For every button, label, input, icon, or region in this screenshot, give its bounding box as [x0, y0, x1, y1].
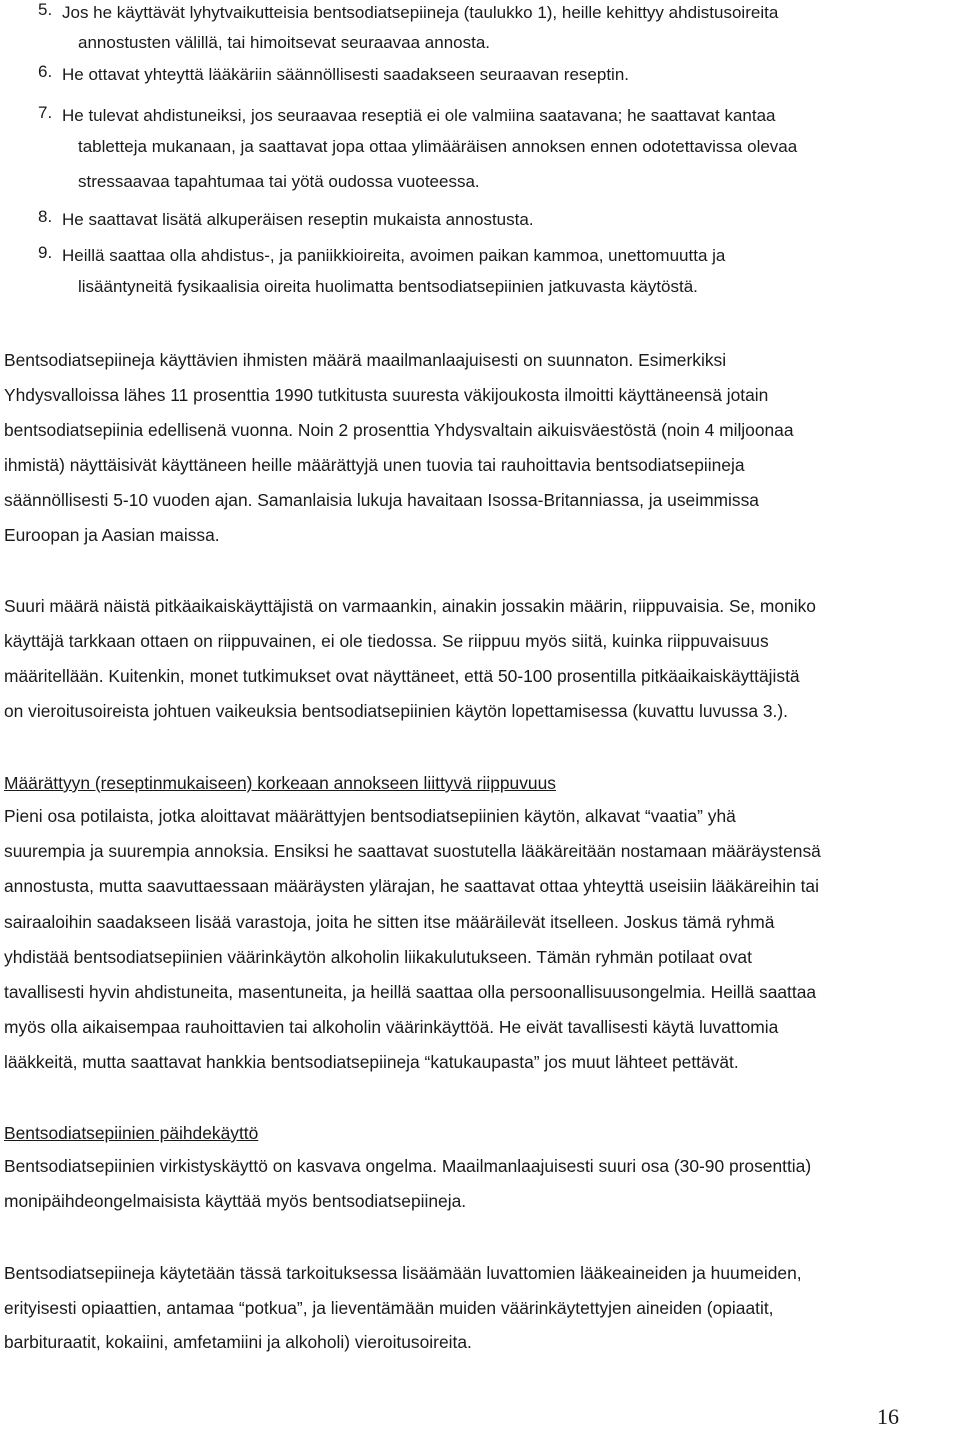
list-number: 7. [38, 103, 53, 122]
paragraph-dependence [4, 589, 956, 729]
list-text-line: lisääntyneitä fysikaalisia oireita huolimatta bentsodiatsepiinien jatkuvasta käytöstä. [78, 277, 698, 296]
list-item-7 [38, 103, 948, 199]
paragraph-recreational-use [4, 1149, 956, 1219]
paragraph-polydrug-use [4, 1256, 956, 1360]
paragraph-line: Euroopan ja Aasian maissa. [4, 525, 220, 545]
paragraph-line: Suuri määrä näistä pitkäaikaiskäyttäjistä on varmaankin, ainakin jossakin määrin, riippuvaisia. Se, moniko [4, 596, 816, 616]
paragraph-line: monipäihdeongelmaisista käyttää myös bentsodiatsepiineja. [4, 1191, 467, 1211]
list-text-line: stressaavaa tapahtumaa tai yötä oudossa vuoteessa. [78, 172, 480, 191]
list-number: 5. [38, 0, 53, 19]
paragraph-line: yhdistää bentsodiatsepiinien väärinkäytön alkoholin liikakulutukseen. Tämän ryhmän potilaat ovat [4, 946, 752, 967]
list-number: 8. [38, 207, 53, 226]
paragraph-line: Pieni osa potilaista, jotka aloittavat määrättyjen bentsodiatsepiinien käytön, alkavat “vaatia” yhä [4, 806, 736, 826]
paragraph-line: Bentsodiatsepiinien virkistyskäyttö on kasvava ongelma. Maailmanlaajuisesti suuri osa (30-90 prosenttia) [4, 1156, 812, 1176]
paragraph-line: lääkkeitä, mutta saattavat hankkia bentsodiatsepiineja “katukaupasta” jos muut lähteet pettävät. [4, 1052, 739, 1073]
paragraph-line: on vieroitusoireista johtuen vaikeuksia bentsodiatsepiinien käytön lopettamisessa (kuvattu luvussa 3.). [4, 701, 788, 721]
paragraph-line: ihmistä) näyttäisivät käyttäneen heille määrättyjä unen tuovia tai rauhoittavia bentsodiatsepiineja [4, 455, 745, 475]
list-text-line: He tulevat ahdistuneiksi, jos seuraavaa reseptiä ei ole valmiina saatavana; he saattavat kantaa [62, 106, 776, 125]
paragraph-line: erityisesti opiaattien, antamaa “potkua”, ja lieventämään muiden väärinkäytettyjen aineiden (opiaatit, [4, 1297, 774, 1318]
list-item-9 [38, 243, 948, 305]
page-number: 16 [877, 1404, 899, 1429]
list-text-line: He saattavat lisätä alkuperäisen reseptin mukaista annostusta. [62, 210, 534, 229]
list-text-line: Heillä saattaa olla ahdistus-, ja paniikkioireita, avoimen paikan kammoa, unettomuutta ja [62, 246, 726, 265]
list-number: 6. [38, 62, 53, 81]
list-text-line: Jos he käyttävät lyhytvaikutteisia bentsodiatsepiineja (taulukko 1), heille kehittyy ahdistusoireita [62, 3, 779, 22]
list-text-line: annostusten välillä, tai himoitsevat seuraavaa annosta. [78, 33, 491, 52]
paragraph-line: käyttäjä tarkkaan ottaen on riippuvainen, ei ole tiedossa. Se riippuu myös siitä, kuinka riippuvaisuus [4, 631, 769, 651]
list-item-6 [38, 62, 948, 88]
list-number: 9. [38, 243, 53, 262]
list-text-line: He ottavat yhteyttä lääkäriin säännöllisesti saadakseen seuraavan reseptin. [62, 65, 630, 84]
paragraph-line: barbituraatit, kokaiini, amfetamiini ja alkoholi) vieroitusoireita. [4, 1332, 472, 1352]
paragraph-line: Bentsodiatsepiineja käyttävien ihmisten määrä maailmanlaajuisesti on suunnaton. Esimerkiksi [4, 350, 727, 370]
paragraph-line: Bentsodiatsepiineja käytetään tässä tarkoituksessa lisäämään luvattomien lääkeaineiden ja huumeiden, [4, 1263, 802, 1283]
paragraph-line: suurempia ja suurempia annoksia. Ensiksi he saattavat suostutella lääkäreitään nostamaan määräystensä [4, 841, 821, 862]
section-heading: Bentsodiatsepiinien päihdekäyttö [4, 1123, 259, 1143]
paragraph-high-dose-dependence [4, 799, 956, 1081]
list-item-8 [38, 207, 948, 233]
paragraph-line: annostusta, mutta saavuttaessaan määräysten ylärajan, he saattavat ottaa yhteyttä useisiin lääkäreihin tai [4, 876, 819, 897]
paragraph-line: sairaaloihin saadakseen lisää varastoja, joita he sitten itse määräilevät itselleen. Joskus tämä ryhmä [4, 911, 775, 932]
paragraph-line: säännöllisesti 5-10 vuoden ajan. Samanlaisia lukuja havaitaan Isossa-Britanniassa, ja useimmissa [4, 490, 759, 510]
paragraph-line: myös olla aikaisempaa rauhoittavien tai alkoholin väärinkäyttöä. He eivät tavallisesti käytä luvattomia [4, 1017, 779, 1038]
paragraph-line: määritellään. Kuitenkin, monet tutkimukset ovat näyttäneet, että 50-100 prosentilla pitkäaikaiskäyttäjistä [4, 666, 800, 686]
paragraph-line: tavallisesti hyvin ahdistuneita, masentuneita, ja heillä saattaa olla persoonallisuusongelmia. Heillä saattaa [4, 982, 817, 1003]
list-item-5 [38, 0, 948, 60]
paragraph-line: bentsodiatsepiinia edellisenä vuonna. Noin 2 prosenttia Yhdysvaltain aikuisväestöstä (noin 4 miljoonaa [4, 420, 794, 440]
paragraph-line: Yhdysvalloissa lähes 11 prosenttia 1990 tutkitusta suuresta väkijoukosta ilmoitti käyttäneensä jotain [4, 385, 769, 405]
paragraph-usage-statistics [4, 343, 956, 553]
list-text-line: tabletteja mukanaan, ja saattavat jopa ottaa ylimääräisen annoksen ennen odotettavissa olevaa [78, 137, 798, 156]
section-heading: Määrättyyn (reseptinmukaiseen) korkeaan annokseen liittyvä riippuvuus [4, 773, 556, 793]
